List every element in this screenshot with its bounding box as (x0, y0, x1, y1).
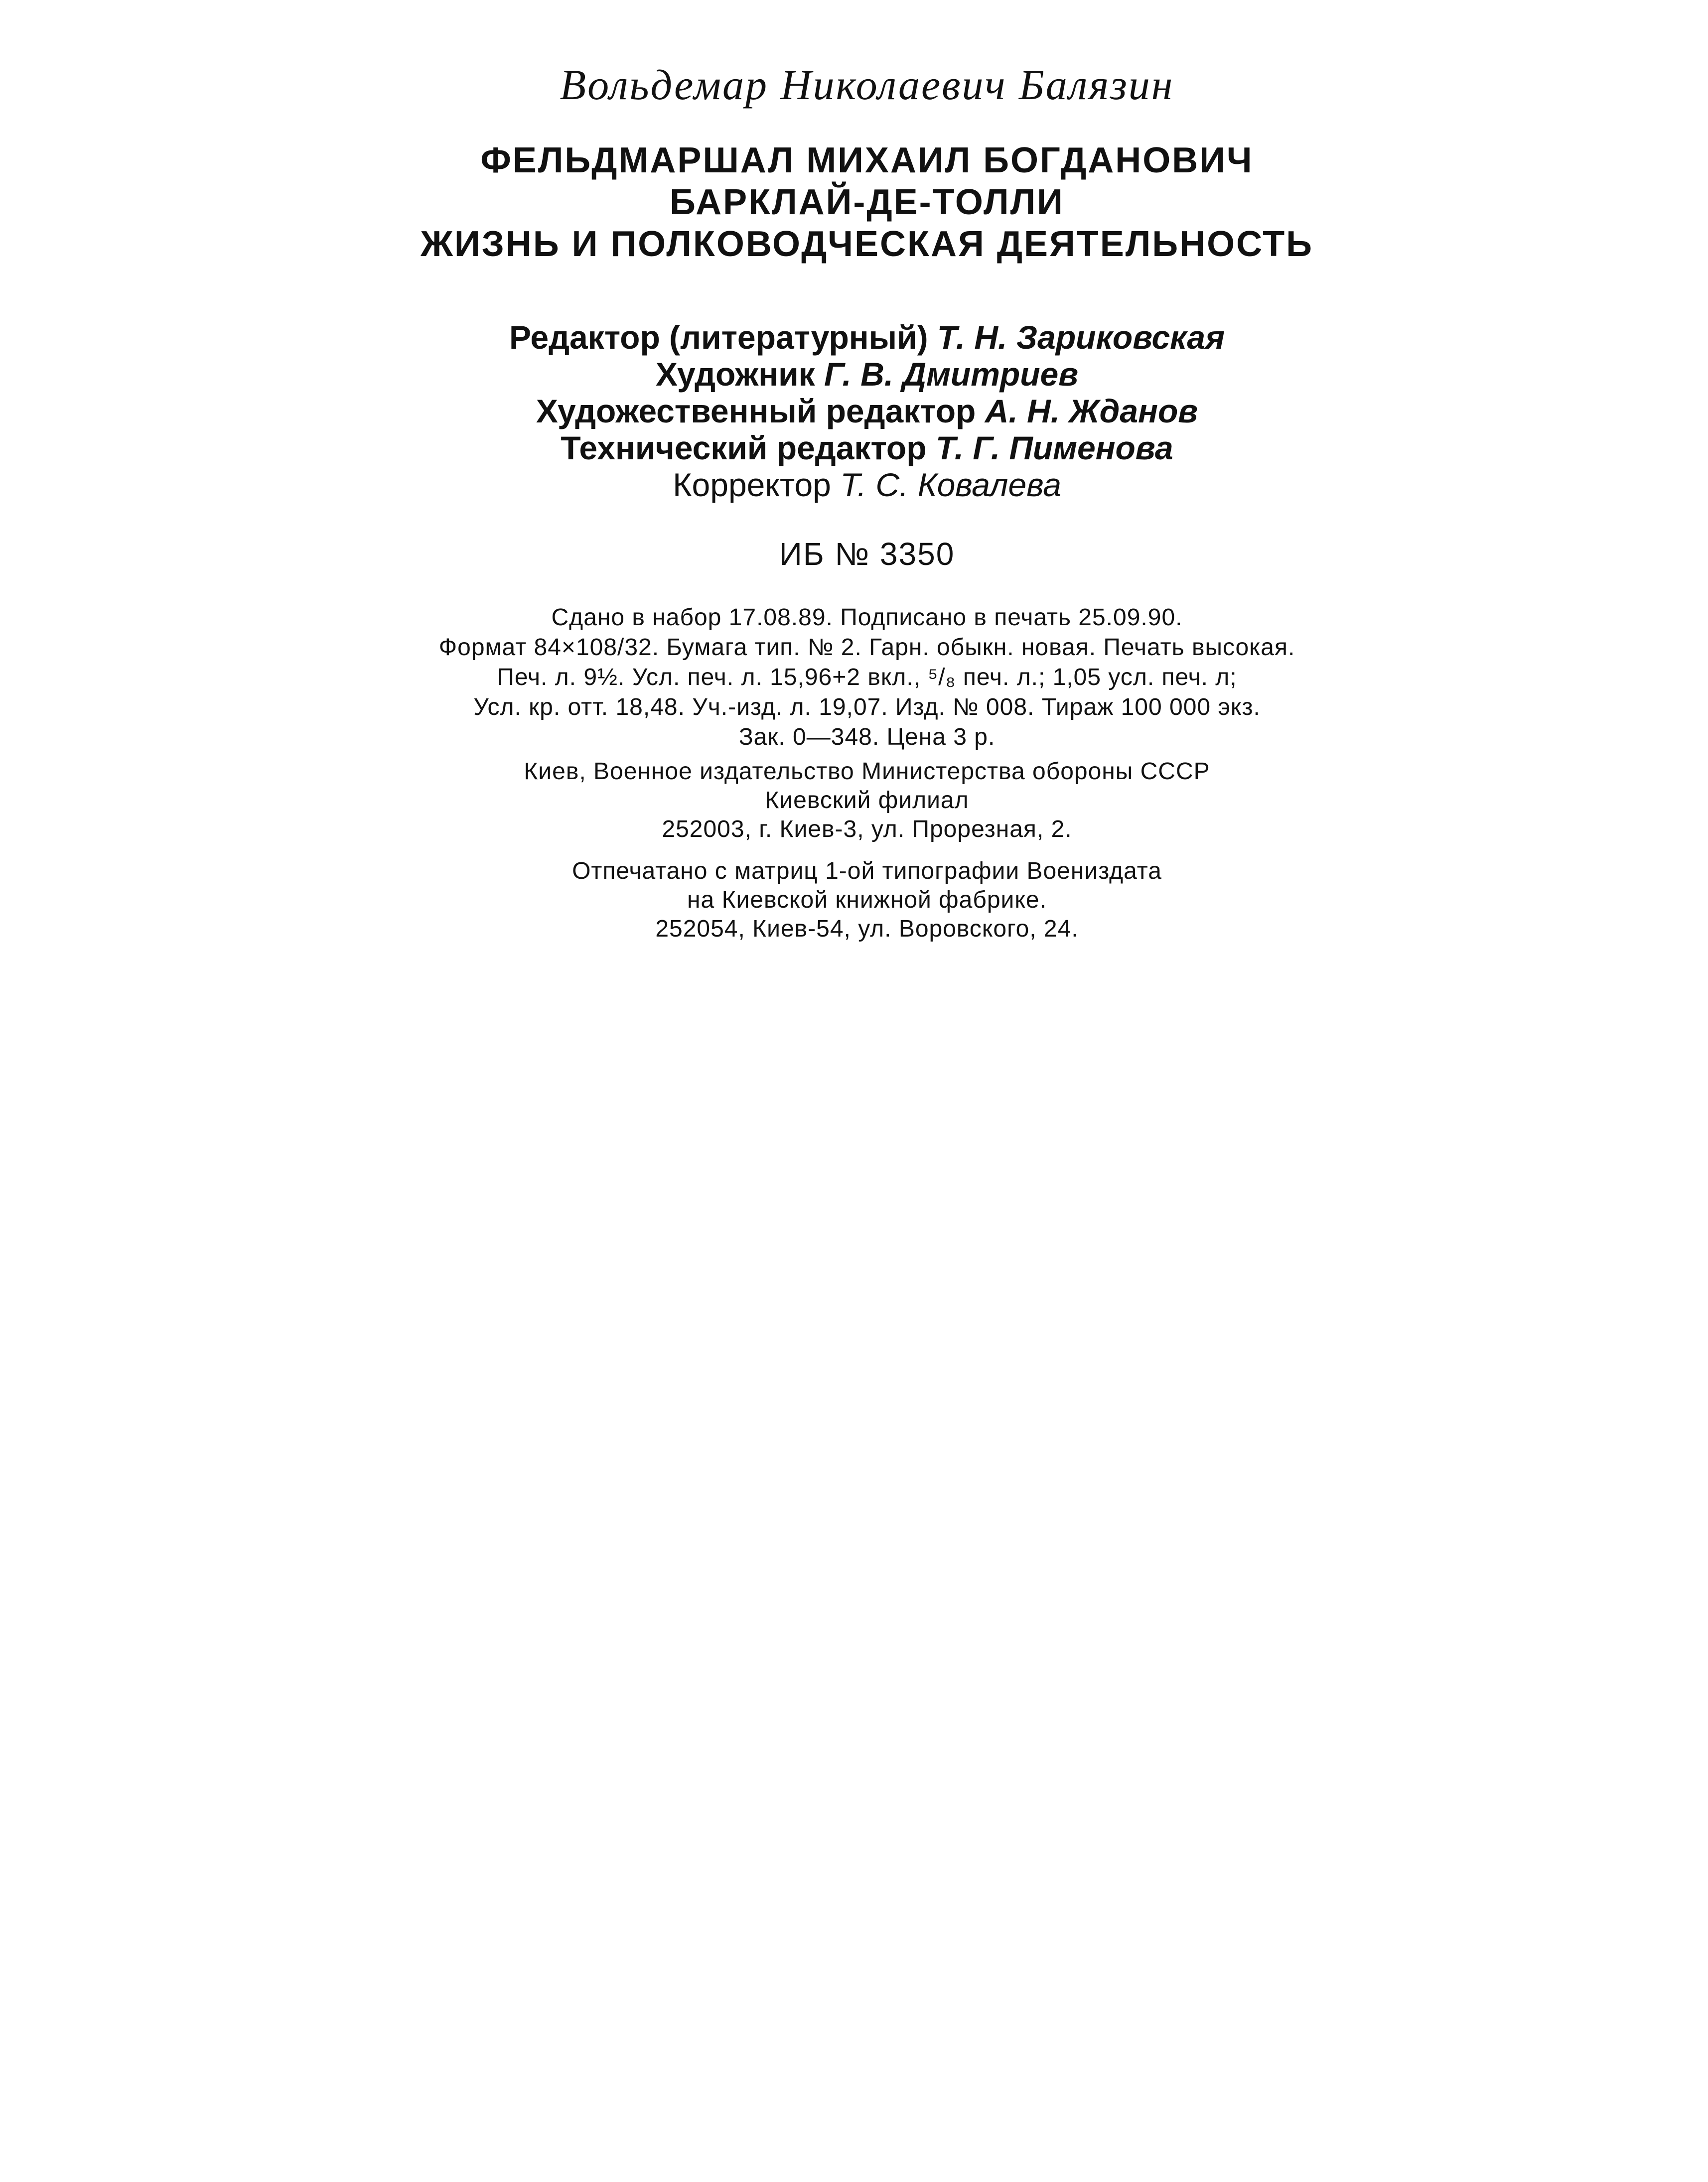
printer-line: на Киевской книжной фабрике. (687, 887, 1047, 913)
ib-number: ИБ № 3350 (779, 536, 955, 572)
author-name: Вольдемар Николаевич Балязин (560, 61, 1174, 109)
publisher-block (299, 757, 1435, 844)
credit-role: Художник (655, 356, 815, 393)
publisher-line: Киев, Военное издательство Министерства обороны СССР (524, 758, 1210, 785)
credit-person: Т. С. Ковалева (840, 466, 1061, 503)
credit-person: Г. В. Дмитриев (824, 356, 1079, 393)
credit-person: А. Н. Жданов (985, 393, 1198, 429)
credit-artist (299, 356, 1435, 393)
printer-block (299, 857, 1435, 944)
imprint-line: Усл. кр. отт. 18,48. Уч.-изд. л. 19,07. Изд. № 008. Тираж 100 000 экз. (473, 694, 1261, 720)
publisher-line: Киевский филиал (765, 787, 969, 814)
imprint-line: Зак. 0—348. Цена 3 р. (738, 724, 996, 750)
credit-literary-editor (299, 319, 1435, 356)
credit-person: Т. Г. Пименова (935, 429, 1173, 466)
imprint-block (299, 603, 1435, 752)
credit-role: Художественный редактор (536, 393, 976, 429)
imprint-line: Печ. л. 9½. Усл. печ. л. 15,96+2 вкл., ⁵/₈ печ. л.; 1,05 усл. печ. л; (497, 664, 1237, 690)
imprint-line: Сдано в набор 17.08.89. Подписано в печать 25.09.90. (551, 604, 1183, 631)
book-title (299, 139, 1435, 265)
title-line: ФЕЛЬДМАРШАЛ МИХАИЛ БОГДАНОВИЧ (480, 140, 1254, 180)
title-line: БАРКЛАЙ-ДЕ-ТОЛЛИ (670, 182, 1064, 222)
credit-technical-editor (299, 429, 1435, 466)
printer-line: 252054, Киев-54, ул. Воровского, 24. (655, 916, 1079, 942)
credit-art-editor (299, 393, 1435, 429)
credit-role: Редактор (литературный) (509, 319, 928, 356)
credits-list (299, 319, 1435, 503)
credit-role: Корректор (673, 466, 831, 503)
credit-proofreader (299, 466, 1435, 503)
publisher-line: 252003, г. Киев-3, ул. Прорезная, 2. (662, 816, 1072, 842)
printer-line: Отпечатано с матриц 1-ой типографии Воениздата (572, 858, 1162, 884)
title-line: ЖИЗНЬ И ПОЛКОВОДЧЕСКАЯ ДЕЯТЕЛЬНОСТЬ (420, 224, 1314, 264)
credit-role: Технический редактор (561, 429, 927, 466)
imprint-line: Формат 84×108/32. Бумага тип. № 2. Гарн. обыкн. новая. Печать высокая. (438, 634, 1295, 661)
credit-person: Т. Н. Зариковская (937, 319, 1225, 356)
